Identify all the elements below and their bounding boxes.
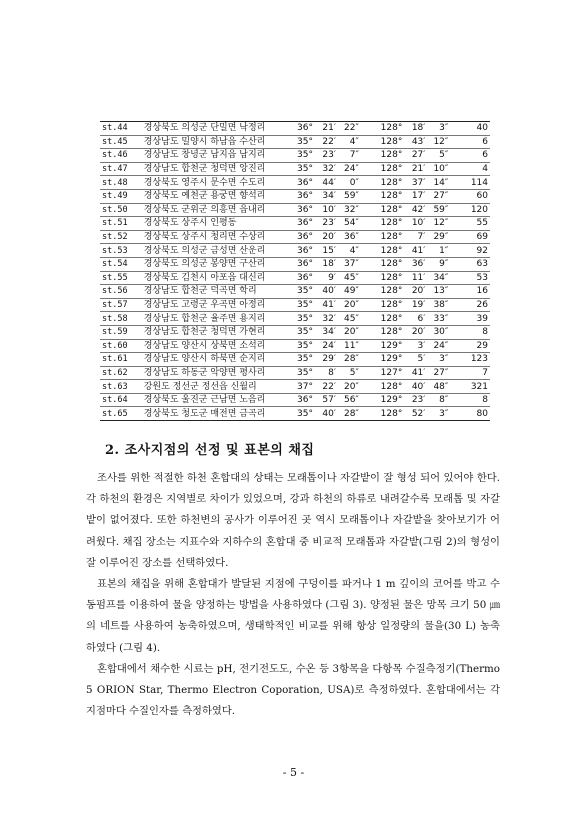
lat-min-cell: 10′	[315, 203, 338, 217]
lat-min-cell: 23′	[315, 217, 338, 231]
lon-sec-cell: 27″	[427, 189, 450, 203]
value-cell: 123	[450, 353, 490, 367]
value-cell: 6	[450, 135, 490, 149]
lon-deg-cell: 128°	[378, 135, 405, 149]
location-cell: 경상남도 양산시 상북면 소석리	[142, 339, 292, 353]
lat-sec-cell: 59″	[338, 189, 361, 203]
table-row	[100, 189, 490, 203]
lat-deg-cell: 35°	[292, 162, 315, 176]
table-row	[100, 380, 490, 394]
value-cell: 60	[450, 189, 490, 203]
location-cell: 경상북도 의성군 단밀면 낙정리	[142, 122, 292, 136]
lon-sec-cell: 9″	[427, 257, 450, 271]
lon-min-cell: 18′	[404, 122, 427, 136]
location-cell: 경상북도 김천시 아포읍 대신리	[142, 271, 292, 285]
spacer-cell	[361, 122, 378, 136]
lat-deg-cell: 35°	[292, 339, 315, 353]
lon-min-cell: 37′	[404, 176, 427, 190]
lon-sec-cell: 3″	[427, 353, 450, 367]
lat-deg-cell: 35°	[292, 149, 315, 163]
site-id-cell: st.56	[100, 285, 142, 299]
paragraph: 표본의 채집을 위해 혼합대가 발달된 지점에 구덩이를 파거나 1 m 깊이의 코어를 박고 수동펌프를 이용하여 물을 양정하는 방법을 사용하였다 (그림 3). 양정된 물은 망목 크기 50 ㎛의 네트를 사용하여 농축하였으며, 생태학적인 비교를 위해 항상 일정량의 물을(30 L) 농축하였다 (그림 4).	[86, 578, 500, 654]
value-cell: 55	[450, 217, 490, 231]
lat-sec-cell: 32″	[338, 203, 361, 217]
lon-min-cell: 27′	[404, 149, 427, 163]
lat-min-cell: 40′	[315, 407, 338, 421]
lat-min-cell: 41′	[315, 298, 338, 312]
lon-sec-cell: 38″	[427, 298, 450, 312]
value-cell: 114	[450, 176, 490, 190]
spacer-cell	[361, 135, 378, 149]
location-cell: 경상남도 합천군 청덕면 앙진리	[142, 162, 292, 176]
lat-min-cell: 22′	[315, 380, 338, 394]
site-id-cell: st.63	[100, 380, 142, 394]
location-cell: 경상북도 울진군 근남면 노음리	[142, 393, 292, 407]
value-cell: 7	[450, 366, 490, 380]
lat-sec-cell: 11″	[338, 339, 361, 353]
table-row	[100, 217, 490, 231]
table-row	[100, 244, 490, 258]
lon-min-cell: 20′	[404, 285, 427, 299]
spacer-cell	[361, 244, 378, 258]
lat-deg-cell: 36°	[292, 393, 315, 407]
spacer-cell	[361, 353, 378, 367]
lon-deg-cell: 128°	[378, 122, 405, 136]
lon-deg-cell: 128°	[378, 285, 405, 299]
lat-min-cell: 15′	[315, 244, 338, 258]
location-cell: 경상남도 양산시 하북면 순지리	[142, 353, 292, 367]
lon-min-cell: 20′	[404, 325, 427, 339]
lon-sec-cell: 14″	[427, 176, 450, 190]
lat-deg-cell: 35°	[292, 312, 315, 326]
lon-sec-cell: 30″	[427, 325, 450, 339]
lat-min-cell: 29′	[315, 353, 338, 367]
site-id-cell: st.65	[100, 407, 142, 421]
lat-deg-cell: 35°	[292, 325, 315, 339]
section-body	[86, 468, 500, 722]
page-number: - 5 -	[282, 766, 305, 779]
lon-sec-cell: 5″	[427, 149, 450, 163]
lat-min-cell: 32′	[315, 312, 338, 326]
value-cell: 40	[450, 122, 490, 136]
lon-deg-cell: 128°	[378, 257, 405, 271]
lat-deg-cell: 35°	[292, 298, 315, 312]
location-cell: 경상남도 창녕군 남지읍 남지리	[142, 149, 292, 163]
lon-sec-cell: 1″	[427, 244, 450, 258]
table-row	[100, 271, 490, 285]
lat-deg-cell: 36°	[292, 217, 315, 231]
table-row	[100, 339, 490, 353]
site-id-cell: st.48	[100, 176, 142, 190]
spacer-cell	[361, 230, 378, 244]
lat-deg-cell: 36°	[292, 257, 315, 271]
location-cell: 경상북도 상주시 청리면 수상리	[142, 230, 292, 244]
spacer-cell	[361, 217, 378, 231]
lon-min-cell: 17′	[404, 189, 427, 203]
table-row	[100, 162, 490, 176]
lon-min-cell: 43′	[404, 135, 427, 149]
spacer-cell	[361, 393, 378, 407]
lat-min-cell: 34′	[315, 325, 338, 339]
lon-min-cell: 5′	[404, 353, 427, 367]
lat-sec-cell: 37″	[338, 257, 361, 271]
lat-sec-cell: 56″	[338, 393, 361, 407]
spacer-cell	[361, 149, 378, 163]
site-id-cell: st.59	[100, 325, 142, 339]
lon-min-cell: 19′	[404, 298, 427, 312]
lon-deg-cell: 128°	[378, 149, 405, 163]
lon-min-cell: 52′	[404, 407, 427, 421]
site-id-cell: st.53	[100, 244, 142, 258]
spacer-cell	[361, 285, 378, 299]
lat-sec-cell: 54″	[338, 217, 361, 231]
lon-sec-cell: 13″	[427, 285, 450, 299]
site-id-cell: st.62	[100, 366, 142, 380]
lat-sec-cell: 20″	[338, 325, 361, 339]
lon-min-cell: 41′	[404, 366, 427, 380]
lon-min-cell: 42′	[404, 203, 427, 217]
table-row	[100, 312, 490, 326]
lon-deg-cell: 128°	[378, 217, 405, 231]
site-id-cell: st.64	[100, 393, 142, 407]
table-row	[100, 122, 490, 136]
spacer-cell	[361, 257, 378, 271]
lat-min-cell: 23′	[315, 149, 338, 163]
table-row	[100, 257, 490, 271]
lat-deg-cell: 35°	[292, 353, 315, 367]
lon-sec-cell: 59″	[427, 203, 450, 217]
lat-min-cell: 8′	[315, 366, 338, 380]
location-cell: 경상북도 예천군 용궁면 향석리	[142, 189, 292, 203]
lon-sec-cell: 27″	[427, 366, 450, 380]
value-cell: 6	[450, 149, 490, 163]
lon-sec-cell: 10″	[427, 162, 450, 176]
lat-sec-cell: 49″	[338, 285, 361, 299]
location-cell: 경상남도 하동군 악양면 평사리	[142, 366, 292, 380]
table-row	[100, 325, 490, 339]
spacer-cell	[361, 271, 378, 285]
lat-deg-cell: 36°	[292, 189, 315, 203]
lat-min-cell: 24′	[315, 339, 338, 353]
lat-sec-cell: 0″	[338, 176, 361, 190]
site-id-cell: st.61	[100, 353, 142, 367]
site-table-body	[100, 122, 490, 421]
lon-min-cell: 21′	[404, 162, 427, 176]
lat-deg-cell: 35°	[292, 285, 315, 299]
lat-deg-cell: 36°	[292, 203, 315, 217]
location-cell: 경상남도 합천군 율주면 용지리	[142, 312, 292, 326]
table-row	[100, 285, 490, 299]
lat-deg-cell: 36°	[292, 244, 315, 258]
lat-min-cell: 57′	[315, 393, 338, 407]
site-id-cell: st.47	[100, 162, 142, 176]
lon-deg-cell: 128°	[378, 298, 405, 312]
lat-min-cell: 34′	[315, 189, 338, 203]
lat-min-cell: 32′	[315, 162, 338, 176]
lat-deg-cell: 36°	[292, 230, 315, 244]
lon-deg-cell: 128°	[378, 271, 405, 285]
section-heading: 2. 조사지점의 선정 및 표본의 채집	[105, 443, 315, 458]
location-cell: 경상북도 영주시 문수면 수도리	[142, 176, 292, 190]
lat-sec-cell: 7″	[338, 149, 361, 163]
lon-deg-cell: 128°	[378, 189, 405, 203]
location-cell: 경상남도 밀양시 하남읍 수산리	[142, 135, 292, 149]
table-row	[100, 353, 490, 367]
lon-sec-cell: 24″	[427, 339, 450, 353]
table-row	[100, 149, 490, 163]
lat-deg-cell: 35°	[292, 366, 315, 380]
location-cell: 경상남도 합천군 덕곡면 학리	[142, 285, 292, 299]
lon-sec-cell: 33″	[427, 312, 450, 326]
value-cell: 26	[450, 298, 490, 312]
value-cell: 321	[450, 380, 490, 394]
lat-sec-cell: 24″	[338, 162, 361, 176]
lat-min-cell: 9′	[315, 271, 338, 285]
lon-sec-cell: 12″	[427, 217, 450, 231]
lon-deg-cell: 129°	[378, 393, 405, 407]
location-cell: 경상남도 합천군 청덕면 가현리	[142, 325, 292, 339]
lon-deg-cell: 128°	[378, 380, 405, 394]
value-cell: 53	[450, 271, 490, 285]
lat-sec-cell: 45″	[338, 271, 361, 285]
value-cell: 69	[450, 230, 490, 244]
lon-sec-cell: 48″	[427, 380, 450, 394]
lon-deg-cell: 128°	[378, 407, 405, 421]
spacer-cell	[361, 407, 378, 421]
lat-deg-cell: 35°	[292, 135, 315, 149]
table-row	[100, 393, 490, 407]
site-id-cell: st.54	[100, 257, 142, 271]
lon-deg-cell: 128°	[378, 312, 405, 326]
lon-deg-cell: 128°	[378, 176, 405, 190]
lat-sec-cell: 45″	[338, 312, 361, 326]
lat-sec-cell: 20″	[338, 298, 361, 312]
location-cell: 경상북도 청도군 매전면 금곡리	[142, 407, 292, 421]
lat-deg-cell: 36°	[292, 122, 315, 136]
paragraph: 혼합대에서 채수한 시료는 pH, 전기전도도, 수온 등 3항목을 다항목 수질측정기(Thermo 5 ORION Star, Thermo Electron Coporation, USA)로 측정하였다. 혼합대에서는 각 지점마다 수질인자를 측정하였다.	[86, 662, 500, 718]
value-cell: 8	[450, 393, 490, 407]
location-cell: 경상북도 상주시 인평동	[142, 217, 292, 231]
lat-min-cell: 22′	[315, 135, 338, 149]
lon-deg-cell: 129°	[378, 339, 405, 353]
site-id-cell: st.60	[100, 339, 142, 353]
site-id-cell: st.46	[100, 149, 142, 163]
lat-sec-cell: 28″	[338, 353, 361, 367]
lat-sec-cell: 28″	[338, 407, 361, 421]
site-id-cell: st.49	[100, 189, 142, 203]
lat-sec-cell: 4″	[338, 244, 361, 258]
lat-min-cell: 44′	[315, 176, 338, 190]
lon-deg-cell: 127°	[378, 366, 405, 380]
lat-deg-cell: 36°	[292, 271, 315, 285]
location-cell: 경상북도 의성군 봉양면 구산리	[142, 257, 292, 271]
lon-deg-cell: 128°	[378, 325, 405, 339]
value-cell: 8	[450, 325, 490, 339]
lon-min-cell: 10′	[404, 217, 427, 231]
lon-deg-cell: 128°	[378, 244, 405, 258]
site-id-cell: st.57	[100, 298, 142, 312]
value-cell: 80	[450, 407, 490, 421]
lat-min-cell: 40′	[315, 285, 338, 299]
table-row	[100, 176, 490, 190]
site-id-cell: st.44	[100, 122, 142, 136]
lon-min-cell: 23′	[404, 393, 427, 407]
lon-sec-cell: 12″	[427, 135, 450, 149]
paragraph: 조사를 위한 적절한 하천 혼합대의 상태는 모래톱이나 자갈밭이 잘 형성 되어 있어야 한다. 각 하천의 환경은 지역별로 차이가 있었으며, 강과 하천의 하류로 내려갈수록 모래톱 및 자갈밭이 없어졌다. 또한 하천변의 공사가 이루어진 곳 역시 모래톱이나 자갈밭을 찾아보기가 어려웠다. 채집 장소는 지표수와 지하수의 혼합대 중 비교적 모래톱과 자갈밭(그림 2)의 형성이 잘 이루어진 장소를 선택하였다.	[86, 472, 500, 569]
lon-deg-cell: 128°	[378, 230, 405, 244]
spacer-cell	[361, 380, 378, 394]
value-cell: 29	[450, 339, 490, 353]
site-id-cell: st.51	[100, 217, 142, 231]
lat-min-cell: 20′	[315, 230, 338, 244]
spacer-cell	[361, 176, 378, 190]
lat-deg-cell: 37°	[292, 380, 315, 394]
lon-min-cell: 7′	[404, 230, 427, 244]
lon-deg-cell: 128°	[378, 162, 405, 176]
table-row	[100, 366, 490, 380]
spacer-cell	[361, 162, 378, 176]
lat-deg-cell: 36°	[292, 176, 315, 190]
value-cell: 63	[450, 257, 490, 271]
lat-sec-cell: 22″	[338, 122, 361, 136]
lon-sec-cell: 3″	[427, 122, 450, 136]
lon-min-cell: 6′	[404, 312, 427, 326]
value-cell: 120	[450, 203, 490, 217]
table-row	[100, 407, 490, 421]
lon-deg-cell: 128°	[378, 203, 405, 217]
location-cell: 경상북도 의성군 금성면 산운리	[142, 244, 292, 258]
lon-sec-cell: 3″	[427, 407, 450, 421]
lon-min-cell: 11′	[404, 271, 427, 285]
lat-deg-cell: 35°	[292, 407, 315, 421]
lon-min-cell: 40′	[404, 380, 427, 394]
lon-sec-cell: 29″	[427, 230, 450, 244]
lat-sec-cell: 4″	[338, 135, 361, 149]
spacer-cell	[361, 312, 378, 326]
site-id-cell: st.52	[100, 230, 142, 244]
site-id-cell: st.50	[100, 203, 142, 217]
value-cell: 39	[450, 312, 490, 326]
spacer-cell	[361, 339, 378, 353]
site-id-cell: st.58	[100, 312, 142, 326]
location-cell: 경상남도 고령군 우곡면 아정리	[142, 298, 292, 312]
lat-sec-cell: 20″	[338, 380, 361, 394]
location-cell: 강원도 정선군 정선읍 신월리	[142, 380, 292, 394]
location-cell: 경상북도 군위군 의흥면 읍내리	[142, 203, 292, 217]
site-id-cell: st.45	[100, 135, 142, 149]
lon-sec-cell: 8″	[427, 393, 450, 407]
table-row	[100, 135, 490, 149]
spacer-cell	[361, 298, 378, 312]
lon-min-cell: 36′	[404, 257, 427, 271]
lon-min-cell: 41′	[404, 244, 427, 258]
value-cell: 4	[450, 162, 490, 176]
spacer-cell	[361, 366, 378, 380]
lat-sec-cell: 5″	[338, 366, 361, 380]
table-row	[100, 203, 490, 217]
lat-sec-cell: 36″	[338, 230, 361, 244]
lon-min-cell: 3′	[404, 339, 427, 353]
lat-min-cell: 21′	[315, 122, 338, 136]
spacer-cell	[361, 203, 378, 217]
site-table	[100, 121, 490, 421]
table-row	[100, 298, 490, 312]
value-cell: 16	[450, 285, 490, 299]
value-cell: 92	[450, 244, 490, 258]
lat-min-cell: 18′	[315, 257, 338, 271]
lon-sec-cell: 34″	[427, 271, 450, 285]
site-id-cell: st.55	[100, 271, 142, 285]
table-row	[100, 230, 490, 244]
spacer-cell	[361, 325, 378, 339]
spacer-cell	[361, 189, 378, 203]
lon-deg-cell: 129°	[378, 353, 405, 367]
